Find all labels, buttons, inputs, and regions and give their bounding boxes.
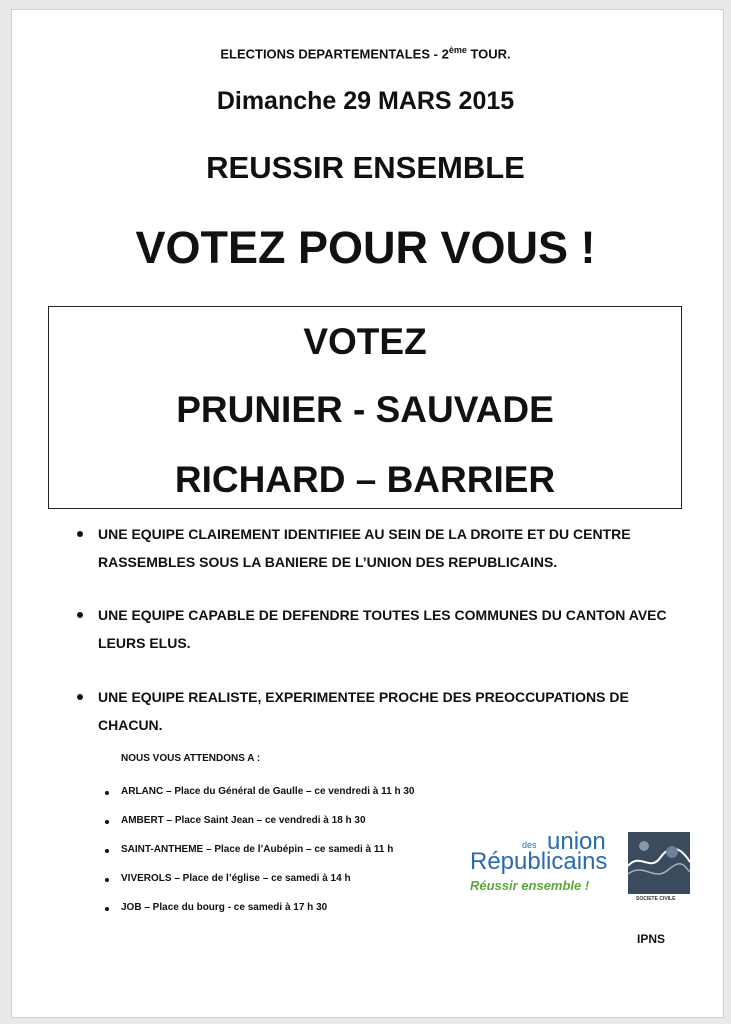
logo-des-text: des	[522, 840, 537, 850]
candidates-box	[48, 306, 682, 509]
bullet-icon	[105, 878, 109, 882]
union-des-republicains-logo	[468, 826, 698, 912]
bullet-icon	[105, 907, 109, 911]
argument-item: UNE EQUIPE CLAIREMENT IDENTIFIEE AU SEIN DE LA DROITE ET DU CENTRE RASSEMBLES SOUS LA BANIERE DE L’UNION DES REPUBLICAINS.	[77, 520, 697, 576]
slogan: REUSSIR ENSEMBLE	[206, 150, 525, 185]
headline: VOTEZ POUR VOUS !	[135, 222, 596, 273]
ipns-mention: IPNS	[637, 932, 666, 946]
election-date: Dimanche 29 MARS 2015	[216, 87, 515, 115]
meeting-item: ARLANC – Place du Général de Gaulle – ce vendredi à 11 h 30	[105, 786, 414, 797]
bullet-icon	[105, 849, 109, 853]
meetings-intro: NOUS VOUS ATTENDONS A :	[121, 753, 261, 764]
logo-republicains-text: Républicains	[470, 848, 608, 875]
logo-tagline: Réussir ensemble !	[470, 878, 590, 893]
argument-item: UNE EQUIPE REALISTE, EXPERIMENTEE PROCHE DES PREOCCUPATIONS DE CHACUN.	[77, 683, 697, 739]
bullet-icon	[105, 820, 109, 824]
meeting-item: VIVEROLS – Place de l’église – ce samedi à 14 h	[105, 873, 351, 884]
candidate-pair-2: RICHARD – BARRIER	[174, 459, 556, 500]
meeting-item: AMBERT – Place Saint Jean – ce vendredi à 18 h 30	[105, 815, 366, 826]
bullet-icon	[77, 694, 83, 700]
logo-union-text: union	[547, 828, 606, 855]
bullet-icon	[77, 531, 83, 537]
argument-item: UNE EQUIPE CAPABLE DE DEFENDRE TOUTES LES COMMUNES DU CANTON AVEC LEURS ELUS.	[77, 601, 697, 657]
candidate-pair-1: PRUNIER - SAUVADE	[176, 389, 554, 430]
election-round-line: ELECTIONS DEPARTEMENTALES - 2ème TOUR.	[220, 45, 511, 62]
societe-civile-emblem-icon	[628, 832, 690, 894]
meeting-item: SAINT-ANTHEME – Place de l’Aubépin – ce samedi à 11 h	[105, 844, 393, 855]
logo-society-text: SOCIETE CIVILE	[636, 896, 676, 902]
bullet-icon	[105, 791, 109, 795]
vote-label: VOTEZ	[303, 321, 427, 362]
meeting-item: JOB – Place du bourg - ce samedi à 17 h 30	[105, 902, 327, 913]
bullet-icon	[77, 612, 83, 618]
